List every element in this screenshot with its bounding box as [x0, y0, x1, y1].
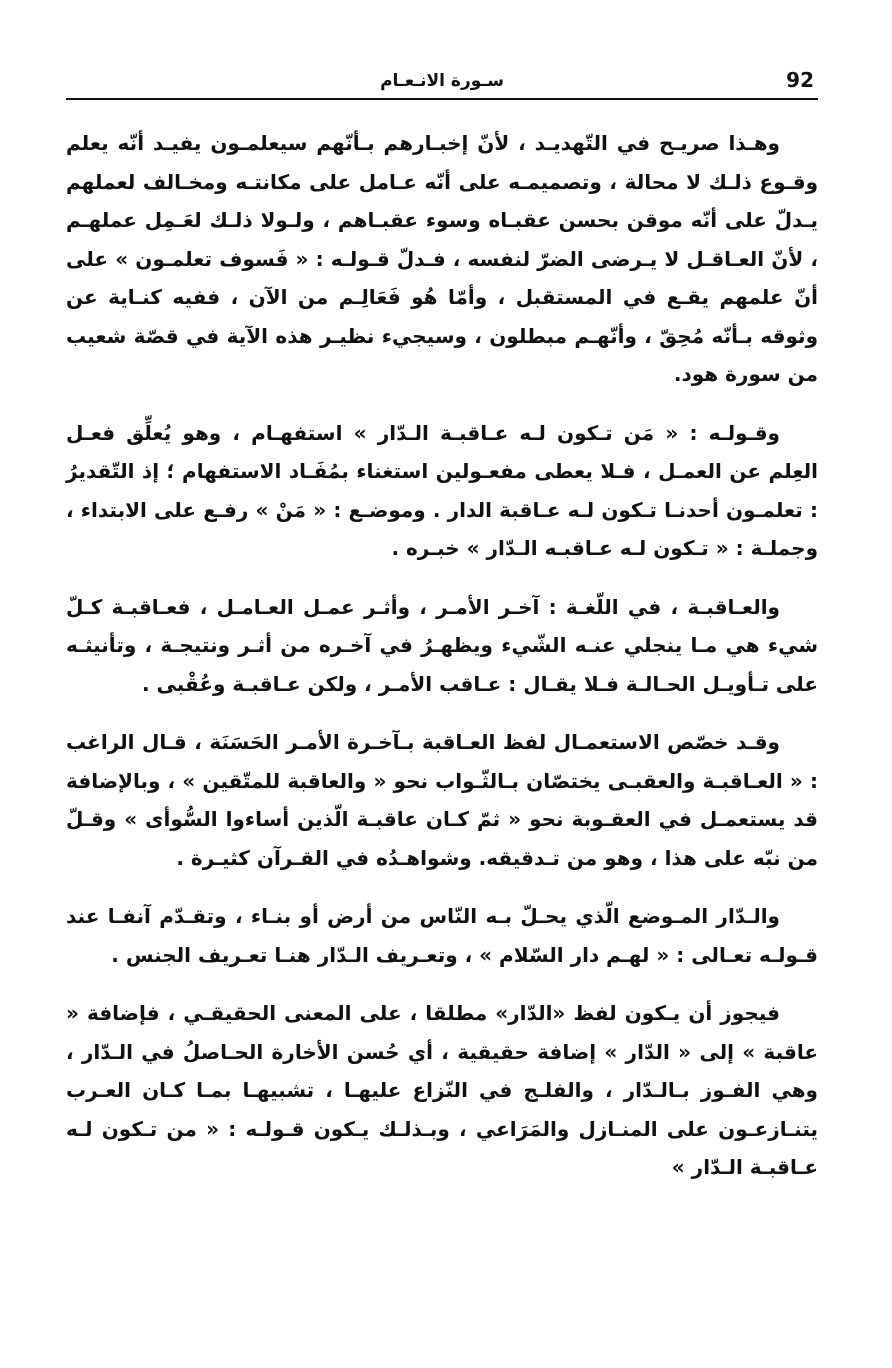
page-header — [66, 62, 818, 100]
paragraph-5: والـدّار المـوضع الّذي يحـلّ بـه النّاس من أرض أو بنـاء ، وتقـدّم آنفـا عند قـولـه تعـالى : « لهـم دار السّلام » ، وتعـريف الـدّار هنـا تعـريف الجنس . — [66, 904, 818, 967]
paragraph-6: فيجوز أن يـكون لفظ «الدّار» مطلقا ، على المعنى الحقيقـي ، فإضافة « عاقبة » إلى « الدّار » إضافة حقيقية ، أي حُسن الأخارة الحـاصلُ في الـدّار ، وهي الفـوز بـالـدّار ، والفلـج في النّزاع عليهـا ، تشبيهـا بمـا كـان العـرب يتنـازعـون على المنـازل والمَرَاعي ، وبـذلـك يـكون قـولـه : « من تـكون لـه عـاقبـة الـدّار » — [66, 1001, 818, 1179]
paragraph-2: وقـولـه : « مَن تـكون لـه عـاقبـة الـدّار » استفهـام ، وهو يُعلِّق فعـل العِلم عن العمـل ، فـلا يعطى مفعـولين استغناء بمُفَـاد الاستفهام ؛ إذ التّقديرُ : تعلمـون أحدنـا تـكون لـه عـاقبة الدار . وموضـع : « مَنْ » رفـع على الابتداء ، وجملـة : « تـكون لـه عـاقبـه الـدّار » خبـره . — [66, 420, 818, 560]
surah-title: سـورة الانـعـام — [380, 71, 504, 91]
page-body — [66, 124, 818, 1207]
paragraph-4: وقـد خصّص الاستعمـال لفظ العـاقبة بـآخـرة الأمـر الحَسَنَة ، قـال الراغب : « العـاقبـة والعقبـى يختصّان بـالثّـواب نحو « والعاقبة للمتّقين » ، وبالإضافة قد يستعمـل في العقـوبة نحو « ثمّ كـان عاقبـة الّذين أساءوا السُّوأى » وقـلّ من نبّه على هذا ، وهو من تـدقيقه. وشواهـدُه في القـرآن كثيـرة . — [66, 730, 818, 870]
page-number: 92 — [786, 68, 814, 92]
paragraph-1: وهـذا صريـح في التّهديـد ، لأنّ إخبـارهم بـأنّهم سيعلمـون يفيـد أنّه يعلم وقـوع ذلـك لا محالة ، وتصميمـه على أنّه عـامل على مكانتـه ومخـالف لعملهم يـدلّ على أنّه موقن بحسن عقبـاه وسوء عقبـاهم ، ولـولا ذلـك لعَـمِل عملهـم ، لأنّ العـاقـل لا يـرضى الضرّ لنفسه ، فـدلّ قـولـه : « فَسوف تعلمـون » على أنّ علمهم يقـع في المستقبل ، وأمّا هُو فَعَالِـم من الآن ، ففيه كنـاية عن وثوقه بـأنّه مُحِقّ ، وأنّهـم مبطلون ، وسيجيء نظيـر هذه الآية في قصّة شعيب من سورة هود. — [66, 131, 818, 386]
paragraph-3: والعـاقبـة ، في اللّغـة : آخـر الأمـر ، وأثـر عمـل العـامـل ، فعـاقبـة كـلّ شيء هي مـا ينجلي عنـه الشّيء ويظهـرُ في آخـره من أثـر ونتيجـة ، وتأنيثـه على تـأويـل الحـالـة فـلا يقـال : عـاقب الأمـر ، ولكن عـاقبـة وعُقْبى . — [66, 594, 818, 696]
